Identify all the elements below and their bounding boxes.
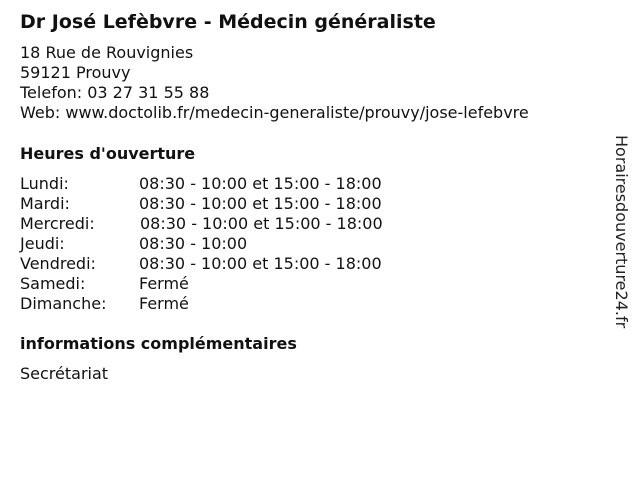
hours-row-wednesday (20, 214, 383, 234)
address-city: 59121 Prouvy (20, 63, 131, 82)
page-title: Dr José Lefèbvre - Médecin généraliste (20, 11, 436, 33)
hours-day: Samedi: (20, 274, 86, 293)
watermark: Horairesdouverture24.fr (612, 135, 631, 329)
hours-heading: Heures d'ouverture (20, 144, 196, 163)
hours-time: 08:30 - 10:00 et 15:00 - 18:00 (139, 194, 382, 213)
hours-time: Fermé (139, 274, 189, 293)
address-street: 18 Rue de Rouvignies (20, 43, 194, 62)
hours-time: 08:30 - 10:00 et 15:00 - 18:00 (139, 174, 382, 193)
hours-time: 08:30 - 10:00 et 15:00 - 18:00 (140, 214, 383, 233)
hours-row-saturday (20, 274, 383, 294)
hours-day: Dimanche: (20, 294, 107, 313)
hours-time: Fermé (139, 294, 189, 313)
info-text: Secrétariat (20, 364, 109, 383)
hours-row-thursday (20, 234, 383, 254)
hours-row-friday (20, 254, 383, 274)
hours-day: Jeudi: (20, 234, 65, 253)
website: Web: www.doctolib.fr/medecin-generaliste/prouvy/jose-lefebvre (20, 103, 529, 122)
hours-day: Lundi: (20, 174, 69, 193)
hours-table (20, 174, 383, 314)
hours-day: Vendredi: (20, 254, 96, 273)
phone-number: Telefon: 03 27 31 55 88 (20, 83, 210, 102)
hours-row-sunday (20, 294, 383, 314)
hours-time: 08:30 - 10:00 (139, 234, 248, 253)
hours-row-tuesday (20, 194, 383, 214)
hours-day: Mercredi: (20, 214, 95, 233)
info-heading: informations complémentaires (20, 334, 297, 353)
hours-row-monday (20, 174, 383, 194)
address-block (20, 43, 529, 123)
hours-time: 08:30 - 10:00 et 15:00 - 18:00 (139, 254, 382, 273)
hours-day: Mardi: (20, 194, 70, 213)
